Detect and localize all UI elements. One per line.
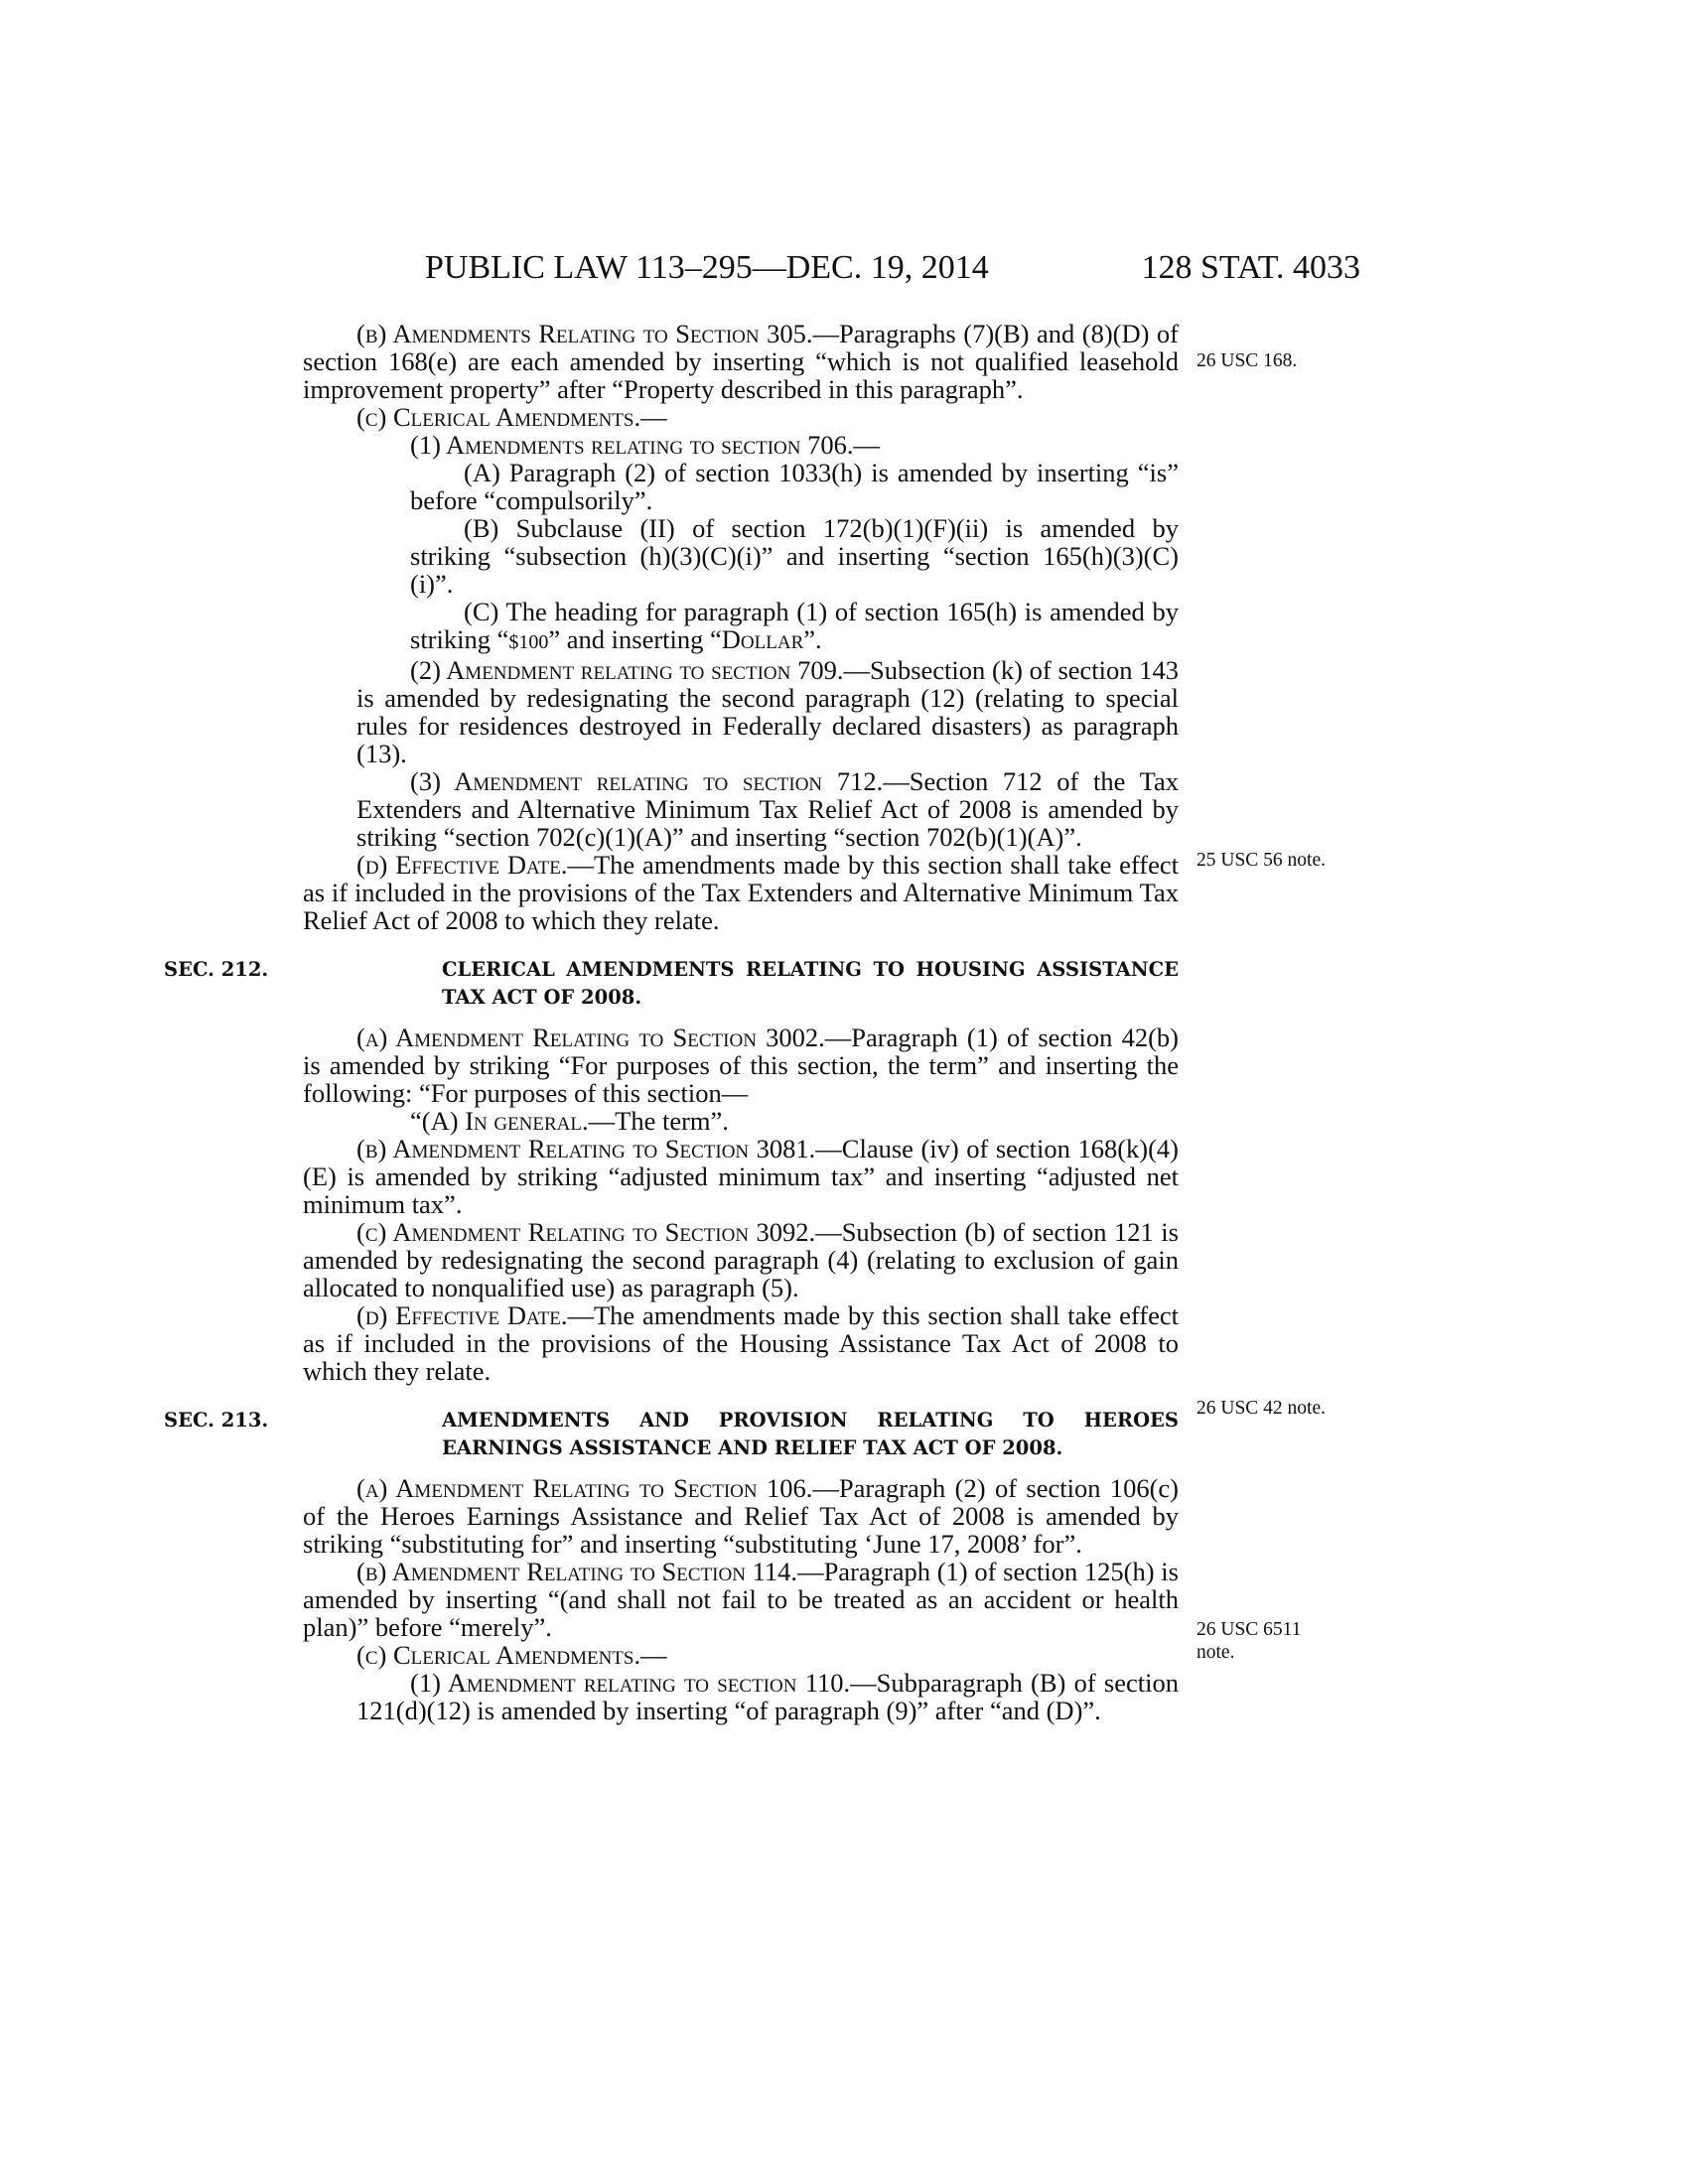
- public-law-citation: PUBLIC LAW 113–295—DEC. 19, 2014: [425, 249, 989, 286]
- paragraph-text: —Paragraph (1) of section 125(h) is amended by inserting “(and shall not fail to be treated as an accident or health plan)” before “merely”.: [303, 1557, 1179, 1642]
- paragraph-b-section-3081: [303, 1135, 1179, 1218]
- paragraph-d-effective-date-2: [303, 1301, 1179, 1385]
- page-header: [298, 248, 1360, 288]
- paragraph-text: —The amendments made by this section shall take effect as if included in the provisions of the Tax Extenders and Alternative Minimum Tax Relief Act of 2008 to which they relate.: [303, 850, 1179, 935]
- paragraph-heading: (1) Amendment relating to section 110.: [410, 1668, 851, 1698]
- paragraph-heading: (b) Amendment Relating to Section 3081.: [356, 1134, 816, 1163]
- margin-note-25-usc-56: 25 USC 56 note.: [1196, 850, 1327, 871]
- paragraph-heading: (2) Amendment relating to section 709.: [410, 655, 844, 685]
- section-title: AMENDMENTS AND PROVISION RELATING TO HEROES EARNINGS ASSISTANCE AND RELIEF TAX ACT OF 2008.: [442, 1409, 1179, 1459]
- paragraph-text: —Paragraph (1) of section 42(b) is amended by striking “For purposes of this section, the term” and inserting the following: “For purposes of this section—: [303, 1023, 1180, 1108]
- paragraph-1-section-110: [303, 1669, 1179, 1724]
- paragraph-heading: (d) Effective Date.: [356, 850, 568, 880]
- subparagraph-a-section-1033: (A) Paragraph (2) of section 1033(h) is amended by inserting “is” before “compulsorily”.: [410, 458, 1179, 515]
- paragraph-b-section-114: [303, 1558, 1179, 1641]
- statute-body: [164, 319, 1180, 1725]
- margin-note-26-usc-42: 26 USC 42 note.: [1196, 1398, 1327, 1419]
- subparagraph-text: ” and inserting “: [548, 624, 722, 654]
- margin-note-26-usc-6511-line1: 26 USC 6511: [1196, 1619, 1302, 1640]
- paragraph-heading: (c) Amendment Relating to Section 3092.: [356, 1217, 816, 1247]
- paragraph-a-section-3002: [303, 1024, 1179, 1107]
- paragraph-text: —Subsection (b) of section 121 is amended by redesignating the second paragraph (4) (relating to exclusion of gain allocated to nonqualified use) as paragraph (5).: [303, 1217, 1179, 1302]
- paragraph-heading: (d) Effective Date.: [356, 1300, 568, 1330]
- paragraph-heading: (a) Amendment Relating to Section 106.: [356, 1473, 813, 1503]
- paragraph-c-clerical-amendments: (c) Clerical Amendments.—: [356, 402, 667, 432]
- paragraph-text: —Paragraphs (7)(B) and (8)(D) of section 168(e) are each amended by inserting “which is not qualified leasehold improvement property” after “Property described in this paragraph”.: [303, 319, 1180, 404]
- paragraph-a-section-106: [303, 1474, 1179, 1558]
- paragraph-text: —The amendments made by this section shall take effect as if included in the provisions of the Housing Assistance Tax Act of 2008 to which they relate.: [303, 1300, 1179, 1386]
- section-number: SEC. 213.: [164, 1409, 269, 1432]
- margin-note-26-usc-6511: [1196, 1618, 1375, 1664]
- section-number: SEC. 212.: [164, 958, 269, 981]
- paragraph-b-section-305: [303, 320, 1179, 403]
- section-212-heading: [164, 956, 1179, 1012]
- section-213-heading: [164, 1407, 1179, 1462]
- paragraph-text: —Paragraph (2) of section 106(c) of the Heroes Earnings Assistance and Relief Tax Act of 2008 is amended by striking “substituting for” and inserting “substituting ‘June 17, 2008’ for”.: [303, 1473, 1180, 1559]
- paragraph-heading: (3) Amendment relating to section 712.: [410, 766, 884, 796]
- subparagraph-text: (C) The heading for paragraph (1) of section 165(h) is amended by striking “: [410, 597, 1179, 654]
- statute-page-number: 128 STAT. 4033: [1141, 249, 1360, 286]
- quoted-text: “(A): [410, 1106, 466, 1136]
- paragraph-text: —Subsection (k) of section 143 is amended by redesignating the second paragraph (12) (relating to special rules for residences destroyed in Federally declared disasters) as paragraph (13).: [356, 655, 1179, 768]
- paragraph-heading: (a) Amendment Relating to Section 3002.: [356, 1023, 825, 1052]
- quoted-text: .—The term”.: [582, 1106, 729, 1136]
- struck-amount: $100: [508, 631, 549, 653]
- subparagraph-c-section-165: [303, 598, 1179, 656]
- paragraph-2-section-709: [303, 656, 1179, 767]
- quoted-heading: In general: [465, 1106, 583, 1136]
- margin-note-26-usc-168: 26 USC 168.: [1196, 350, 1298, 371]
- paragraph-text: —Section 712 of the Tax Extenders and Alternative Minimum Tax Relief Act of 2008 is amended by striking “section 702(c)(1)(A)” and inserting “section 702(b)(1)(A)”.: [356, 766, 1179, 852]
- paragraph-3-section-712: [303, 767, 1179, 851]
- subparagraph-text: ”.: [803, 624, 822, 654]
- paragraph-text: —Subparagraph (B) of section 121(d)(12) is amended by inserting “of paragraph (9)” after “and (D)”.: [356, 1668, 1179, 1725]
- paragraph-c-section-3092: [303, 1218, 1179, 1301]
- paragraph-1-section-706: (1) Amendments relating to section 706.—: [410, 430, 880, 460]
- paragraph-heading: (b) Amendment Relating to Section 114.: [356, 1557, 798, 1586]
- section-title: CLERICAL AMENDMENTS RELATING TO HOUSING ASSISTANCE TAX ACT OF 2008.: [442, 958, 1179, 1009]
- quoted-subparagraph-a: [303, 1107, 1179, 1135]
- paragraph-heading: (b) Amendments Relating to Section 305.: [356, 319, 813, 348]
- paragraph-d-effective-date: [303, 851, 1179, 934]
- inserted-word: Dollar: [721, 624, 804, 654]
- margin-note-26-usc-6511-line2: note.: [1196, 1642, 1235, 1663]
- paragraph-text: —Clause (iv) of section 168(k)(4)(E) is amended by striking “adjusted minimum tax” and inserting “adjusted net minimum tax”.: [303, 1134, 1179, 1219]
- subparagraph-b-section-172: (B) Subclause (II) of section 172(b)(1)(F)(ii) is amended by striking “subsection (h)(3)(C)(i)” and inserting “section 165(h)(3)(C)(i)”.: [410, 513, 1179, 599]
- paragraph-c-clerical-amendments-2: (c) Clerical Amendments.—: [356, 1640, 667, 1670]
